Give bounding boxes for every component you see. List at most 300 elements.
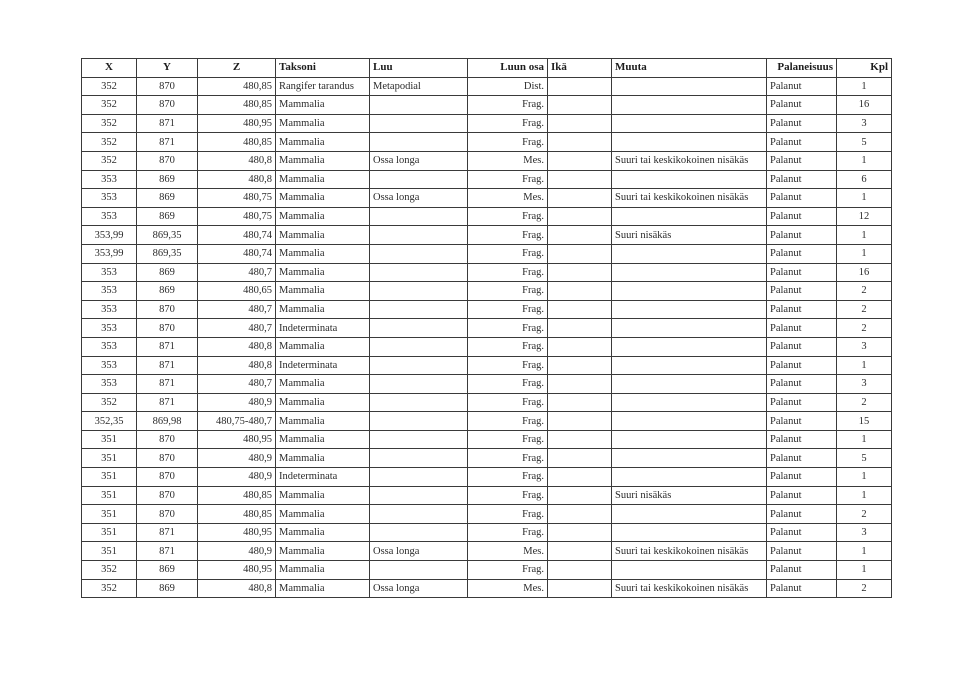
cell-z: 480,8 [198, 337, 276, 356]
cell-x: 352 [82, 96, 137, 115]
cell-ika [548, 189, 612, 208]
cell-palaneisuus: Palanut [767, 282, 837, 301]
cell-muuta [612, 244, 767, 263]
cell-luun-osa: Frag. [468, 356, 548, 375]
cell-muuta: Suuri tai keskikokoinen nisäkäs [612, 189, 767, 208]
cell-kpl: 2 [837, 300, 892, 319]
cell-kpl: 1 [837, 430, 892, 449]
cell-z: 480,85 [198, 505, 276, 524]
cell-y: 869 [137, 207, 198, 226]
cell-z: 480,75-480,7 [198, 412, 276, 431]
cell-muuta [612, 170, 767, 189]
cell-x: 352 [82, 151, 137, 170]
cell-x: 353 [82, 375, 137, 394]
cell-luu [370, 244, 468, 263]
cell-y: 871 [137, 356, 198, 375]
cell-y: 871 [137, 133, 198, 152]
table-row [82, 77, 892, 96]
cell-y: 870 [137, 468, 198, 487]
cell-luun-osa: Frag. [468, 523, 548, 542]
cell-ika [548, 375, 612, 394]
cell-kpl: 3 [837, 375, 892, 394]
cell-luu [370, 337, 468, 356]
cell-ika [548, 337, 612, 356]
cell-palaneisuus: Palanut [767, 486, 837, 505]
cell-kpl: 1 [837, 561, 892, 580]
cell-y: 869,35 [137, 226, 198, 245]
cell-ika [548, 412, 612, 431]
cell-palaneisuus: Palanut [767, 300, 837, 319]
table-row [82, 449, 892, 468]
cell-taksoni: Mammalia [276, 430, 370, 449]
cell-ika [548, 77, 612, 96]
table-row [82, 96, 892, 115]
cell-muuta [612, 449, 767, 468]
cell-ika [548, 244, 612, 263]
cell-x: 353 [82, 207, 137, 226]
table-row [82, 393, 892, 412]
table-row [82, 561, 892, 580]
cell-x: 352 [82, 133, 137, 152]
cell-z: 480,7 [198, 319, 276, 338]
header-palaneisuus: Palaneisuus [767, 59, 837, 78]
cell-taksoni: Mammalia [276, 300, 370, 319]
cell-taksoni: Mammalia [276, 151, 370, 170]
cell-taksoni: Mammalia [276, 282, 370, 301]
cell-luun-osa: Frag. [468, 300, 548, 319]
cell-kpl: 2 [837, 282, 892, 301]
cell-luu: Ossa longa [370, 542, 468, 561]
table-row [82, 579, 892, 598]
cell-kpl: 2 [837, 505, 892, 524]
cell-taksoni: Mammalia [276, 412, 370, 431]
cell-ika [548, 523, 612, 542]
cell-kpl: 1 [837, 542, 892, 561]
cell-palaneisuus: Palanut [767, 226, 837, 245]
cell-muuta: Suuri tai keskikokoinen nisäkäs [612, 579, 767, 598]
cell-z: 480,9 [198, 449, 276, 468]
table-row [82, 542, 892, 561]
cell-muuta [612, 412, 767, 431]
cell-y: 869 [137, 189, 198, 208]
cell-z: 480,9 [198, 393, 276, 412]
cell-palaneisuus: Palanut [767, 77, 837, 96]
cell-luu [370, 319, 468, 338]
cell-luu: Ossa longa [370, 579, 468, 598]
table-row [82, 505, 892, 524]
header-x: X [82, 59, 137, 78]
cell-palaneisuus: Palanut [767, 579, 837, 598]
cell-z: 480,74 [198, 226, 276, 245]
cell-ika [548, 207, 612, 226]
cell-x: 353 [82, 170, 137, 189]
cell-taksoni: Indeterminata [276, 356, 370, 375]
cell-palaneisuus: Palanut [767, 542, 837, 561]
cell-luun-osa: Frag. [468, 114, 548, 133]
cell-luun-osa: Frag. [468, 244, 548, 263]
cell-y: 871 [137, 114, 198, 133]
cell-x: 351 [82, 523, 137, 542]
cell-luun-osa: Frag. [468, 337, 548, 356]
cell-y: 869 [137, 282, 198, 301]
cell-muuta: Suuri nisäkäs [612, 486, 767, 505]
cell-y: 870 [137, 505, 198, 524]
cell-taksoni: Mammalia [276, 523, 370, 542]
cell-x: 351 [82, 449, 137, 468]
header-luu: Luu [370, 59, 468, 78]
header-row [82, 59, 892, 78]
cell-palaneisuus: Palanut [767, 133, 837, 152]
cell-palaneisuus: Palanut [767, 468, 837, 487]
cell-ika [548, 263, 612, 282]
cell-luun-osa: Frag. [468, 393, 548, 412]
cell-luun-osa: Frag. [468, 263, 548, 282]
cell-taksoni: Mammalia [276, 170, 370, 189]
table-row [82, 282, 892, 301]
cell-z: 480,85 [198, 486, 276, 505]
cell-palaneisuus: Palanut [767, 207, 837, 226]
table-header [82, 59, 892, 78]
cell-luun-osa: Frag. [468, 375, 548, 394]
cell-muuta [612, 300, 767, 319]
cell-ika [548, 449, 612, 468]
cell-ika [548, 430, 612, 449]
cell-y: 869 [137, 170, 198, 189]
cell-muuta [612, 96, 767, 115]
document-page [81, 58, 892, 598]
cell-y: 870 [137, 96, 198, 115]
cell-muuta [612, 319, 767, 338]
cell-palaneisuus: Palanut [767, 505, 837, 524]
header-ika: Ikä [548, 59, 612, 78]
cell-y: 870 [137, 486, 198, 505]
table-row [82, 375, 892, 394]
cell-kpl: 1 [837, 486, 892, 505]
cell-ika [548, 226, 612, 245]
cell-muuta [612, 505, 767, 524]
header-kpl: Kpl [837, 59, 892, 78]
header-muuta: Muuta [612, 59, 767, 78]
cell-taksoni: Mammalia [276, 263, 370, 282]
table-row [82, 430, 892, 449]
cell-palaneisuus: Palanut [767, 244, 837, 263]
cell-luu [370, 263, 468, 282]
cell-luun-osa: Frag. [468, 133, 548, 152]
cell-palaneisuus: Palanut [767, 263, 837, 282]
cell-taksoni: Mammalia [276, 375, 370, 394]
cell-y: 871 [137, 523, 198, 542]
cell-taksoni: Mammalia [276, 486, 370, 505]
table-row [82, 133, 892, 152]
cell-palaneisuus: Palanut [767, 151, 837, 170]
table-body [82, 77, 892, 598]
cell-taksoni: Mammalia [276, 393, 370, 412]
cell-ika [548, 579, 612, 598]
cell-z: 480,75 [198, 207, 276, 226]
cell-luun-osa: Frag. [468, 412, 548, 431]
cell-kpl: 1 [837, 244, 892, 263]
cell-x: 353 [82, 282, 137, 301]
cell-luu [370, 468, 468, 487]
cell-z: 480,95 [198, 114, 276, 133]
cell-kpl: 1 [837, 226, 892, 245]
cell-muuta: Suuri tai keskikokoinen nisäkäs [612, 151, 767, 170]
cell-x: 351 [82, 430, 137, 449]
cell-ika [548, 393, 612, 412]
cell-kpl: 2 [837, 319, 892, 338]
cell-kpl: 15 [837, 412, 892, 431]
cell-z: 480,95 [198, 523, 276, 542]
table-row [82, 356, 892, 375]
cell-y: 869 [137, 579, 198, 598]
cell-y: 869 [137, 263, 198, 282]
cell-kpl: 3 [837, 523, 892, 542]
cell-luu [370, 226, 468, 245]
cell-luu [370, 486, 468, 505]
cell-muuta [612, 523, 767, 542]
cell-muuta [612, 207, 767, 226]
cell-luun-osa: Frag. [468, 226, 548, 245]
cell-ika [548, 561, 612, 580]
cell-kpl: 3 [837, 114, 892, 133]
cell-kpl: 1 [837, 468, 892, 487]
table-row [82, 170, 892, 189]
cell-y: 871 [137, 542, 198, 561]
cell-taksoni: Mammalia [276, 542, 370, 561]
cell-luu [370, 412, 468, 431]
cell-luun-osa: Frag. [468, 449, 548, 468]
cell-palaneisuus: Palanut [767, 114, 837, 133]
cell-palaneisuus: Palanut [767, 319, 837, 338]
cell-x: 353 [82, 337, 137, 356]
cell-taksoni: Mammalia [276, 505, 370, 524]
cell-taksoni: Mammalia [276, 133, 370, 152]
cell-luun-osa: Frag. [468, 430, 548, 449]
cell-luun-osa: Frag. [468, 505, 548, 524]
table-row [82, 412, 892, 431]
cell-y: 870 [137, 77, 198, 96]
cell-luun-osa: Dist. [468, 77, 548, 96]
cell-kpl: 1 [837, 77, 892, 96]
cell-palaneisuus: Palanut [767, 449, 837, 468]
cell-luun-osa: Mes. [468, 579, 548, 598]
cell-taksoni: Mammalia [276, 226, 370, 245]
cell-muuta [612, 282, 767, 301]
cell-kpl: 16 [837, 263, 892, 282]
cell-palaneisuus: Palanut [767, 96, 837, 115]
cell-luu [370, 133, 468, 152]
cell-ika [548, 542, 612, 561]
cell-palaneisuus: Palanut [767, 412, 837, 431]
cell-luu [370, 356, 468, 375]
cell-luu [370, 282, 468, 301]
cell-ika [548, 133, 612, 152]
cell-ika [548, 356, 612, 375]
cell-palaneisuus: Palanut [767, 189, 837, 208]
cell-kpl: 1 [837, 189, 892, 208]
table-row [82, 151, 892, 170]
cell-luu: Ossa longa [370, 151, 468, 170]
cell-luun-osa: Frag. [468, 282, 548, 301]
cell-z: 480,7 [198, 263, 276, 282]
cell-z: 480,8 [198, 356, 276, 375]
cell-luu [370, 505, 468, 524]
cell-ika [548, 282, 612, 301]
cell-luun-osa: Frag. [468, 207, 548, 226]
cell-muuta [612, 393, 767, 412]
cell-ika [548, 486, 612, 505]
cell-x: 353 [82, 263, 137, 282]
cell-y: 869,98 [137, 412, 198, 431]
cell-palaneisuus: Palanut [767, 375, 837, 394]
cell-palaneisuus: Palanut [767, 430, 837, 449]
cell-muuta [612, 114, 767, 133]
cell-muuta [612, 77, 767, 96]
cell-luun-osa: Mes. [468, 542, 548, 561]
cell-luun-osa: Frag. [468, 170, 548, 189]
cell-palaneisuus: Palanut [767, 337, 837, 356]
cell-x: 353,99 [82, 226, 137, 245]
cell-y: 870 [137, 151, 198, 170]
cell-kpl: 1 [837, 356, 892, 375]
cell-y: 869 [137, 561, 198, 580]
cell-taksoni: Rangifer tarandus [276, 77, 370, 96]
cell-luu [370, 449, 468, 468]
cell-ika [548, 505, 612, 524]
cell-z: 480,65 [198, 282, 276, 301]
cell-taksoni: Mammalia [276, 449, 370, 468]
cell-z: 480,85 [198, 96, 276, 115]
cell-x: 352 [82, 114, 137, 133]
cell-ika [548, 319, 612, 338]
cell-ika [548, 170, 612, 189]
cell-muuta [612, 263, 767, 282]
cell-luu [370, 300, 468, 319]
cell-luu [370, 393, 468, 412]
cell-luu [370, 114, 468, 133]
finds-table [81, 58, 892, 598]
cell-y: 871 [137, 375, 198, 394]
cell-luun-osa: Frag. [468, 486, 548, 505]
cell-palaneisuus: Palanut [767, 561, 837, 580]
cell-x: 351 [82, 468, 137, 487]
cell-y: 871 [137, 337, 198, 356]
cell-palaneisuus: Palanut [767, 170, 837, 189]
table-row [82, 468, 892, 487]
cell-z: 480,95 [198, 561, 276, 580]
header-y: Y [137, 59, 198, 78]
cell-x: 352 [82, 561, 137, 580]
cell-x: 352 [82, 77, 137, 96]
cell-taksoni: Mammalia [276, 579, 370, 598]
cell-x: 353 [82, 189, 137, 208]
cell-y: 870 [137, 449, 198, 468]
cell-muuta [612, 430, 767, 449]
cell-muuta [612, 356, 767, 375]
cell-z: 480,74 [198, 244, 276, 263]
cell-ika [548, 151, 612, 170]
cell-z: 480,8 [198, 579, 276, 598]
cell-palaneisuus: Palanut [767, 523, 837, 542]
cell-taksoni: Indeterminata [276, 319, 370, 338]
cell-palaneisuus: Palanut [767, 356, 837, 375]
cell-kpl: 12 [837, 207, 892, 226]
cell-z: 480,85 [198, 77, 276, 96]
table-row [82, 523, 892, 542]
cell-x: 351 [82, 486, 137, 505]
cell-luun-osa: Frag. [468, 96, 548, 115]
cell-luu [370, 430, 468, 449]
cell-taksoni: Mammalia [276, 244, 370, 263]
cell-z: 480,9 [198, 542, 276, 561]
cell-luu [370, 561, 468, 580]
cell-x: 351 [82, 505, 137, 524]
cell-palaneisuus: Palanut [767, 393, 837, 412]
table-row [82, 319, 892, 338]
cell-taksoni: Mammalia [276, 96, 370, 115]
cell-luun-osa: Mes. [468, 189, 548, 208]
cell-luu [370, 96, 468, 115]
cell-y: 870 [137, 319, 198, 338]
cell-y: 870 [137, 430, 198, 449]
cell-z: 480,8 [198, 170, 276, 189]
cell-taksoni: Mammalia [276, 114, 370, 133]
cell-luun-osa: Frag. [468, 561, 548, 580]
cell-kpl: 5 [837, 449, 892, 468]
cell-z: 480,85 [198, 133, 276, 152]
header-z: Z [198, 59, 276, 78]
cell-x: 352 [82, 579, 137, 598]
cell-ika [548, 300, 612, 319]
cell-ika [548, 114, 612, 133]
cell-luu: Ossa longa [370, 189, 468, 208]
cell-muuta [612, 468, 767, 487]
cell-muuta [612, 561, 767, 580]
cell-kpl: 6 [837, 170, 892, 189]
cell-kpl: 16 [837, 96, 892, 115]
header-taksoni: Taksoni [276, 59, 370, 78]
cell-kpl: 2 [837, 579, 892, 598]
cell-luu [370, 207, 468, 226]
cell-x: 351 [82, 542, 137, 561]
cell-luu: Metapodial [370, 77, 468, 96]
cell-kpl: 2 [837, 393, 892, 412]
table-row [82, 337, 892, 356]
cell-z: 480,8 [198, 151, 276, 170]
table-row [82, 263, 892, 282]
table-row [82, 300, 892, 319]
cell-muuta [612, 375, 767, 394]
cell-taksoni: Mammalia [276, 207, 370, 226]
cell-z: 480,7 [198, 300, 276, 319]
header-luun-osa: Luun osa [468, 59, 548, 78]
cell-luun-osa: Frag. [468, 319, 548, 338]
cell-muuta [612, 133, 767, 152]
cell-ika [548, 96, 612, 115]
cell-x: 352,35 [82, 412, 137, 431]
cell-x: 353,99 [82, 244, 137, 263]
cell-y: 871 [137, 393, 198, 412]
cell-luu [370, 375, 468, 394]
cell-kpl: 1 [837, 151, 892, 170]
cell-z: 480,9 [198, 468, 276, 487]
cell-luun-osa: Frag. [468, 468, 548, 487]
cell-taksoni: Indeterminata [276, 468, 370, 487]
table-row [82, 226, 892, 245]
cell-y: 869,35 [137, 244, 198, 263]
cell-z: 480,95 [198, 430, 276, 449]
cell-muuta: Suuri tai keskikokoinen nisäkäs [612, 542, 767, 561]
